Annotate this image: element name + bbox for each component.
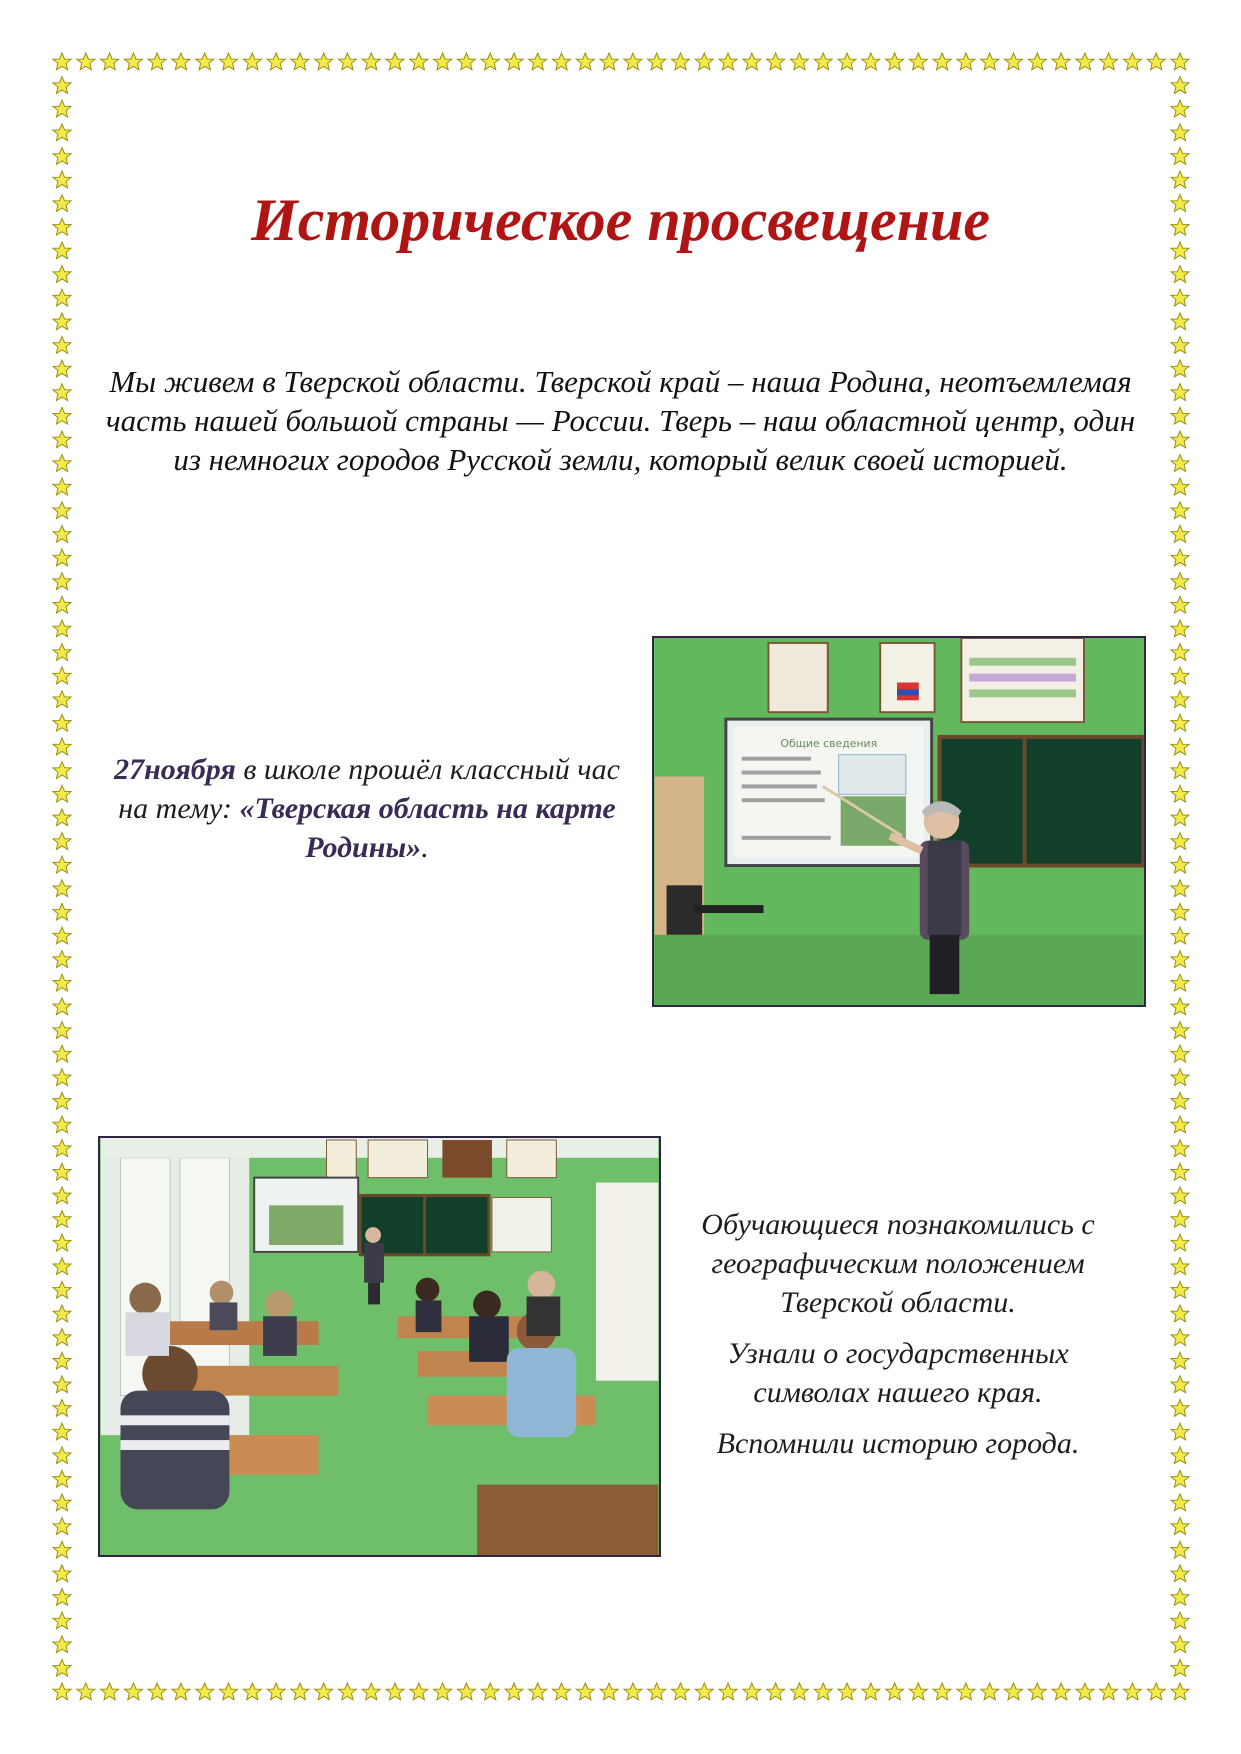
star-icon bbox=[434, 53, 452, 70]
star-icon bbox=[1171, 620, 1189, 637]
star-icon bbox=[53, 1659, 71, 1676]
star-icon bbox=[53, 1683, 71, 1700]
star-icon bbox=[790, 1683, 808, 1700]
star-icon bbox=[1171, 171, 1189, 188]
star-icon bbox=[1171, 1470, 1189, 1487]
teacher-at-whiteboard-photo bbox=[652, 636, 1146, 1007]
star-icon bbox=[53, 880, 71, 897]
star-icon bbox=[505, 1683, 523, 1700]
star-icon bbox=[1171, 1400, 1189, 1417]
star-icon bbox=[1052, 1683, 1070, 1700]
star-icon bbox=[1171, 1589, 1189, 1606]
star-icon bbox=[1171, 407, 1189, 424]
star-icon bbox=[124, 53, 142, 70]
star-icon bbox=[53, 1518, 71, 1535]
star-icon bbox=[53, 998, 71, 1015]
star-icon bbox=[53, 1069, 71, 1086]
star-icon bbox=[1171, 100, 1189, 117]
star-icon bbox=[1171, 833, 1189, 850]
star-icon bbox=[743, 53, 761, 70]
star-icon bbox=[1171, 242, 1189, 259]
star-icon bbox=[1171, 1329, 1189, 1346]
star-icon bbox=[53, 573, 71, 590]
star-icon bbox=[1171, 1494, 1189, 1511]
star-icon bbox=[172, 1683, 190, 1700]
star-icon bbox=[719, 1683, 737, 1700]
star-icon bbox=[481, 1683, 499, 1700]
star-icon bbox=[624, 1683, 642, 1700]
star-icon bbox=[53, 171, 71, 188]
star-icon bbox=[672, 53, 690, 70]
star-icon bbox=[338, 53, 356, 70]
star-icon bbox=[719, 53, 737, 70]
star-icon bbox=[1171, 1376, 1189, 1393]
star-icon bbox=[862, 53, 880, 70]
star-icon bbox=[53, 1352, 71, 1369]
star-icon bbox=[1171, 856, 1189, 873]
star-icon bbox=[243, 53, 261, 70]
star-icon bbox=[767, 53, 785, 70]
star-icon bbox=[1171, 289, 1189, 306]
star-icon bbox=[1171, 1234, 1189, 1251]
star-icon bbox=[1171, 1541, 1189, 1558]
star-icon bbox=[1171, 738, 1189, 755]
star-icon bbox=[362, 1683, 380, 1700]
star-icon bbox=[267, 53, 285, 70]
event-end: . bbox=[421, 831, 429, 864]
star-icon bbox=[53, 549, 71, 566]
star-icon bbox=[434, 1683, 452, 1700]
star-icon bbox=[1171, 809, 1189, 826]
star-icon bbox=[457, 1683, 475, 1700]
star-icon bbox=[53, 1045, 71, 1062]
star-icon bbox=[148, 1683, 166, 1700]
star-icon bbox=[1171, 1305, 1189, 1322]
star-icon bbox=[53, 1329, 71, 1346]
star-icon bbox=[53, 714, 71, 731]
star-icon bbox=[1171, 1565, 1189, 1582]
result-item: Узнали о государственных символах нашего края. bbox=[727, 1337, 1069, 1409]
star-icon bbox=[1171, 549, 1189, 566]
star-icon bbox=[1171, 1116, 1189, 1133]
star-icon bbox=[1171, 1211, 1189, 1228]
star-icon bbox=[53, 526, 71, 543]
star-icon bbox=[53, 1092, 71, 1109]
star-icon bbox=[267, 1683, 285, 1700]
star-icon bbox=[53, 478, 71, 495]
star-icon bbox=[1171, 1352, 1189, 1369]
star-icon bbox=[481, 53, 499, 70]
star-icon bbox=[1171, 195, 1189, 212]
star-icon bbox=[220, 53, 238, 70]
star-icon bbox=[53, 218, 71, 235]
star-icon bbox=[1171, 596, 1189, 613]
star-icon bbox=[814, 1683, 832, 1700]
star-icon bbox=[53, 833, 71, 850]
star-icon bbox=[53, 289, 71, 306]
star-icon bbox=[1076, 1683, 1094, 1700]
star-icon bbox=[1171, 667, 1189, 684]
star-icon bbox=[505, 53, 523, 70]
star-icon bbox=[53, 644, 71, 661]
star-icon bbox=[957, 1683, 975, 1700]
star-icon bbox=[53, 77, 71, 94]
star-icon bbox=[981, 1683, 999, 1700]
star-icon bbox=[1171, 77, 1189, 94]
star-icon bbox=[1076, 53, 1094, 70]
star-icon bbox=[410, 1683, 428, 1700]
star-icon bbox=[101, 1683, 119, 1700]
star-icon bbox=[53, 1589, 71, 1606]
star-icon bbox=[53, 1400, 71, 1417]
star-icon bbox=[386, 1683, 404, 1700]
star-icon bbox=[814, 53, 832, 70]
star-icon bbox=[1171, 526, 1189, 543]
star-icon bbox=[196, 53, 214, 70]
star-icon bbox=[862, 1683, 880, 1700]
star-icon bbox=[148, 53, 166, 70]
star-icon bbox=[933, 53, 951, 70]
star-icon bbox=[53, 337, 71, 354]
star-icon bbox=[1171, 1423, 1189, 1440]
star-icon bbox=[53, 1447, 71, 1464]
star-icon bbox=[1171, 1069, 1189, 1086]
result-item: Вспомнили историю города. bbox=[716, 1427, 1080, 1460]
star-icon bbox=[53, 148, 71, 165]
star-icon bbox=[1028, 1683, 1046, 1700]
page-title: Историческое просвещение bbox=[251, 187, 990, 253]
star-icon bbox=[53, 856, 71, 873]
star-icon bbox=[53, 1541, 71, 1558]
star-icon bbox=[529, 53, 547, 70]
star-icon bbox=[624, 53, 642, 70]
star-icon bbox=[1123, 53, 1141, 70]
star-icon bbox=[53, 1140, 71, 1157]
star-icon bbox=[53, 1565, 71, 1582]
star-icon bbox=[1171, 384, 1189, 401]
star-icon bbox=[1171, 951, 1189, 968]
star-icon bbox=[1171, 644, 1189, 661]
star-icon bbox=[53, 1163, 71, 1180]
star-icon bbox=[1171, 1258, 1189, 1275]
star-icon bbox=[53, 195, 71, 212]
star-icon bbox=[1171, 1659, 1189, 1676]
star-icon bbox=[1005, 53, 1023, 70]
intro-paragraph: Мы живем в Тверской области. Тверской край – наша Родина, неотъемлемая часть нашей большой страны — России. Тверь – наш областной центр, один из немногих городов Русской земли, который велик своей историей. bbox=[105, 364, 1136, 477]
star-icon bbox=[53, 762, 71, 779]
star-icon bbox=[53, 1470, 71, 1487]
star-icon bbox=[1171, 1281, 1189, 1298]
star-icon bbox=[53, 620, 71, 637]
star-icon bbox=[53, 1636, 71, 1653]
event-paragraph bbox=[112, 750, 622, 867]
star-icon bbox=[220, 1683, 238, 1700]
star-icon bbox=[648, 53, 666, 70]
star-icon bbox=[600, 53, 618, 70]
star-icon bbox=[53, 100, 71, 117]
star-icon bbox=[1171, 691, 1189, 708]
star-icon bbox=[53, 809, 71, 826]
star-icon bbox=[1171, 903, 1189, 920]
star-icon bbox=[1171, 360, 1189, 377]
star-icon bbox=[957, 53, 975, 70]
star-icon bbox=[767, 1683, 785, 1700]
star-icon bbox=[53, 1281, 71, 1298]
star-icon bbox=[1171, 927, 1189, 944]
star-icon bbox=[1005, 1683, 1023, 1700]
star-icon bbox=[695, 53, 713, 70]
screen-heading: Общие сведения bbox=[780, 736, 878, 750]
star-icon bbox=[53, 951, 71, 968]
star-icon bbox=[53, 502, 71, 519]
star-icon bbox=[1171, 1163, 1189, 1180]
star-icon bbox=[576, 1683, 594, 1700]
star-icon bbox=[1171, 1636, 1189, 1653]
star-icon bbox=[1100, 53, 1118, 70]
star-icon bbox=[529, 1683, 547, 1700]
results-list bbox=[672, 1205, 1124, 1475]
star-icon bbox=[53, 1234, 71, 1251]
event-text: в школе прошёл классный час на тему: bbox=[118, 753, 620, 825]
star-icon bbox=[790, 53, 808, 70]
star-icon bbox=[1100, 1683, 1118, 1700]
star-icon bbox=[1171, 218, 1189, 235]
star-icon bbox=[1171, 1022, 1189, 1039]
star-icon bbox=[53, 927, 71, 944]
star-icon bbox=[172, 53, 190, 70]
star-icon bbox=[1171, 714, 1189, 731]
star-icon bbox=[695, 1683, 713, 1700]
star-icon bbox=[77, 1683, 95, 1700]
star-icon bbox=[1171, 148, 1189, 165]
star-icon bbox=[124, 1683, 142, 1700]
star-icon bbox=[576, 53, 594, 70]
star-icon bbox=[1123, 1683, 1141, 1700]
star-icon bbox=[909, 1683, 927, 1700]
star-icon bbox=[1171, 974, 1189, 991]
star-icon bbox=[672, 1683, 690, 1700]
star-icon bbox=[101, 53, 119, 70]
star-icon bbox=[53, 455, 71, 472]
star-icon bbox=[1171, 785, 1189, 802]
star-icon bbox=[1147, 1683, 1165, 1700]
star-icon bbox=[1171, 502, 1189, 519]
star-icon bbox=[1171, 1187, 1189, 1204]
star-icon bbox=[457, 53, 475, 70]
star-icon bbox=[981, 53, 999, 70]
star-icon bbox=[53, 1305, 71, 1322]
star-icon bbox=[53, 785, 71, 802]
star-icon bbox=[315, 1683, 333, 1700]
star-icon bbox=[838, 1683, 856, 1700]
star-icon bbox=[1171, 1045, 1189, 1062]
star-icon bbox=[1171, 431, 1189, 448]
star-icon bbox=[53, 360, 71, 377]
star-icon bbox=[53, 903, 71, 920]
star-icon bbox=[53, 1187, 71, 1204]
star-icon bbox=[291, 1683, 309, 1700]
star-icon bbox=[53, 1376, 71, 1393]
star-icon bbox=[53, 1494, 71, 1511]
star-icon bbox=[600, 1683, 618, 1700]
star-icon bbox=[1171, 53, 1189, 70]
star-icon bbox=[1171, 573, 1189, 590]
star-icon bbox=[909, 53, 927, 70]
star-icon bbox=[886, 1683, 904, 1700]
star-icon bbox=[53, 667, 71, 684]
star-icon bbox=[1171, 478, 1189, 495]
star-icon bbox=[1171, 1518, 1189, 1535]
star-icon bbox=[362, 53, 380, 70]
star-icon bbox=[53, 691, 71, 708]
star-icon bbox=[838, 53, 856, 70]
event-date: 27ноября bbox=[114, 753, 236, 786]
star-icon bbox=[553, 53, 571, 70]
star-icon bbox=[291, 53, 309, 70]
star-icon bbox=[243, 1683, 261, 1700]
star-icon bbox=[1171, 1447, 1189, 1464]
star-icon bbox=[1171, 1612, 1189, 1629]
star-icon bbox=[53, 242, 71, 259]
star-icon bbox=[53, 738, 71, 755]
star-icon bbox=[1171, 337, 1189, 354]
star-icon bbox=[53, 313, 71, 330]
star-icon bbox=[933, 1683, 951, 1700]
star-icon bbox=[53, 407, 71, 424]
star-icon bbox=[77, 53, 95, 70]
classroom-students-photo bbox=[98, 1136, 661, 1557]
star-icon bbox=[53, 1612, 71, 1629]
star-icon bbox=[1171, 1092, 1189, 1109]
star-icon bbox=[53, 596, 71, 613]
event-topic: «Тверская область на карте Родины» bbox=[239, 792, 616, 864]
star-icon bbox=[1171, 124, 1189, 141]
star-icon bbox=[553, 1683, 571, 1700]
star-icon bbox=[1171, 880, 1189, 897]
star-icon bbox=[386, 53, 404, 70]
star-icon bbox=[1171, 455, 1189, 472]
star-icon bbox=[315, 53, 333, 70]
star-icon bbox=[1147, 53, 1165, 70]
star-icon bbox=[53, 124, 71, 141]
star-icon bbox=[1171, 762, 1189, 779]
star-icon bbox=[53, 384, 71, 401]
star-icon bbox=[1171, 1683, 1189, 1700]
star-icon bbox=[53, 266, 71, 283]
star-icon bbox=[53, 1022, 71, 1039]
star-icon bbox=[338, 1683, 356, 1700]
star-icon bbox=[1171, 313, 1189, 330]
star-icon bbox=[53, 1423, 71, 1440]
star-icon bbox=[53, 431, 71, 448]
star-icon bbox=[196, 1683, 214, 1700]
star-icon bbox=[1171, 1140, 1189, 1157]
star-icon bbox=[648, 1683, 666, 1700]
star-icon bbox=[1171, 998, 1189, 1015]
star-icon bbox=[53, 1258, 71, 1275]
star-icon bbox=[410, 53, 428, 70]
result-item: Обучающиеся познакомились с географическим положением Тверской области. bbox=[701, 1208, 1095, 1319]
star-icon bbox=[1028, 53, 1046, 70]
star-icon bbox=[886, 53, 904, 70]
star-icon bbox=[1052, 53, 1070, 70]
star-icon bbox=[1171, 266, 1189, 283]
star-icon bbox=[53, 53, 71, 70]
star-icon bbox=[743, 1683, 761, 1700]
star-icon bbox=[53, 974, 71, 991]
star-icon bbox=[53, 1116, 71, 1133]
star-icon bbox=[53, 1211, 71, 1228]
